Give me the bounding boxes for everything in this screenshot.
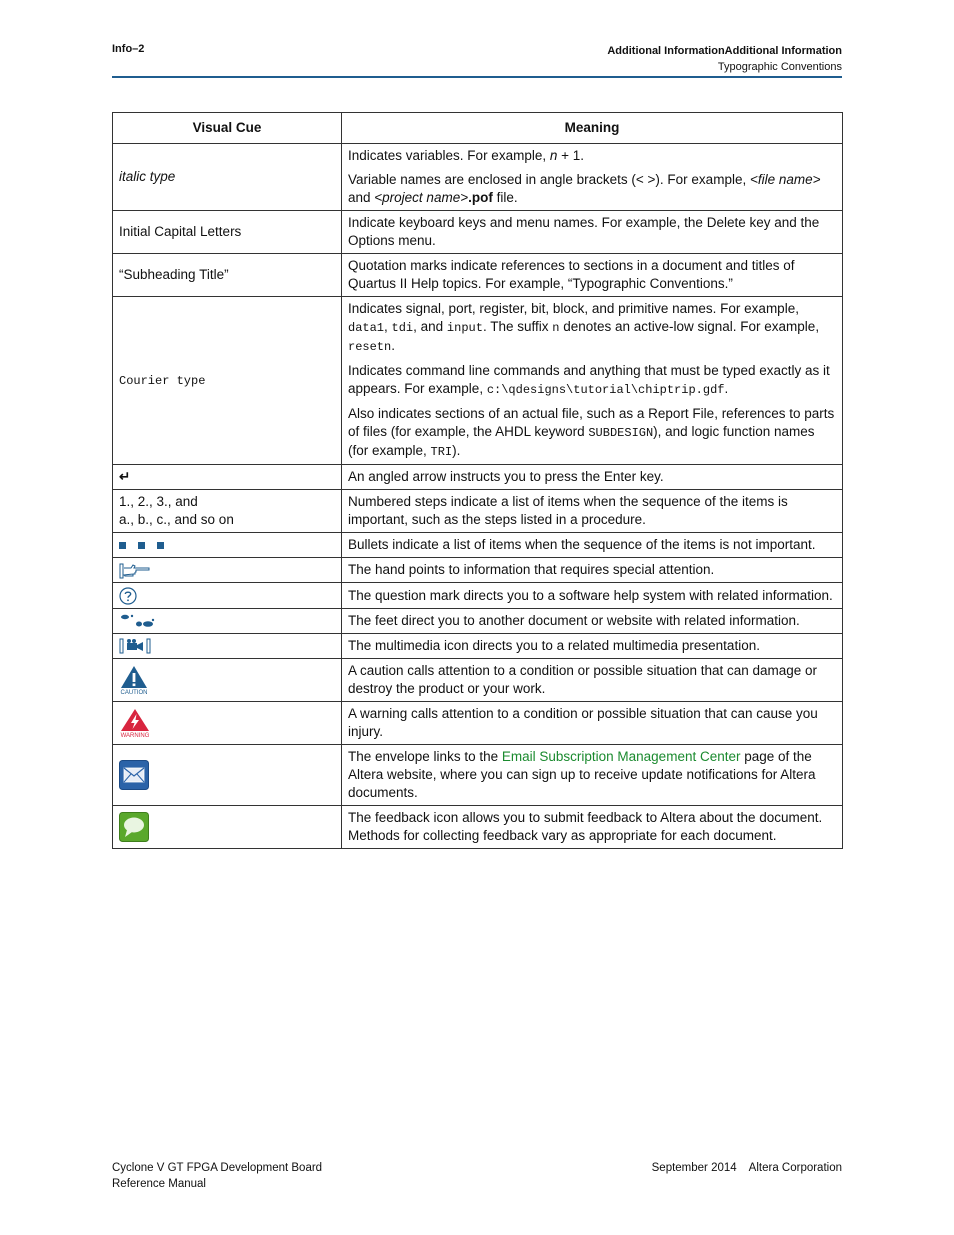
text: page of the Altera website, where you can sign up to receive update notifications for Altera documents. (348, 748, 816, 800)
code-text: input (446, 321, 483, 335)
text: ), and logic function names (for example, (348, 424, 815, 458)
table-row (113, 465, 843, 490)
hand-pointer-icon (119, 563, 151, 579)
meaning-cell: The feedback icon allows you to submit feedback to Altera about the document. Methods for collecting feedback vary as appropriate for each document. (342, 805, 843, 848)
meaning-cell: Indicate keyboard keys and menu names. For example, the Delete key and the Options menu. (342, 211, 843, 254)
multimedia-icon (119, 638, 151, 654)
text: file. (492, 190, 518, 205)
feet-icon (119, 613, 155, 629)
bold-text: .pof (468, 190, 493, 205)
cue-line: a., b., c., and so on (119, 512, 234, 527)
meaning-cell: A caution calls attention to a condition or possible situation that can damage or destroy the product or your work. (342, 658, 843, 701)
footer-date: September 2014 (651, 1162, 737, 1174)
meaning-cell: The multimedia icon directs you to a related multimedia presentation. (342, 633, 843, 658)
text: + 1. (557, 148, 585, 163)
table-row (113, 583, 843, 608)
email-subscription-link[interactable]: Email Subscription Management Center (501, 748, 741, 764)
cue-cell: italic type (113, 144, 342, 211)
text: Also indicates sections of an actual file, such as a Report File, references to parts of files (for example, the AHDL keyword (348, 406, 835, 439)
code-text: tdi (391, 321, 414, 335)
cue-cell (113, 490, 342, 533)
footer-document-title (112, 1160, 322, 1192)
meaning-cell (342, 744, 843, 805)
cue-cell (113, 658, 342, 701)
running-header (607, 43, 842, 75)
feedback-icon[interactable] (119, 812, 149, 842)
text: Indicates command line commands and anything that must be typed exactly as it appears. For example, (348, 363, 830, 396)
text: , and (413, 319, 447, 334)
table-row (113, 701, 843, 744)
code-text: c:\qdesigns\tutorial\chiptrip.gdf (486, 383, 725, 397)
table-row (113, 658, 843, 701)
text: ). (452, 443, 461, 458)
col-header-meaning: Meaning (342, 113, 843, 144)
text: The envelope links to the (348, 748, 502, 764)
cue-cell (113, 805, 342, 848)
table-row (113, 744, 843, 805)
enter-arrow-icon: ↵ (119, 469, 131, 484)
table-row (113, 558, 843, 583)
meaning-cell: Quotation marks indicate references to sections in a document and titles of Quartus II Help topics. For example, “Typographic Conventions.” (342, 254, 843, 297)
table-row (113, 144, 843, 211)
code-text: data1 (348, 321, 385, 335)
variable-text: <file name> (749, 172, 821, 187)
meaning-cell: Bullets indicate a list of items when the sequence of the items is not important. (342, 533, 843, 558)
meaning-paragraph (348, 147, 836, 165)
table-row (113, 805, 843, 848)
meaning-cell (342, 297, 843, 465)
variable-text: <project name> (374, 190, 469, 205)
meaning-cell: A warning calls attention to a condition or possible situation that can cause you injury. (342, 701, 843, 744)
warning-icon (119, 708, 151, 738)
text: . The suffix (482, 319, 553, 334)
meaning-cell: An angled arrow instructs you to press the Enter key. (342, 465, 843, 490)
meaning-cell: The question mark directs you to a software help system with related information. (342, 583, 843, 608)
meaning-paragraph (348, 362, 836, 399)
table-header-row (113, 113, 843, 144)
cue-cell (113, 583, 342, 608)
meaning-paragraph (348, 300, 836, 356)
cue-cell (113, 533, 342, 558)
caution-icon (119, 665, 149, 695)
cue-cell (113, 608, 342, 633)
col-header-visual-cue: Visual Cue (113, 113, 342, 144)
page-number: Info–2 (112, 43, 145, 55)
cue-cell (113, 744, 342, 805)
subsection-title: Typographic Conventions (717, 61, 842, 73)
footer-company: Altera Corporation (748, 1162, 842, 1174)
cue-cell (113, 701, 342, 744)
text: . (724, 381, 729, 396)
caution-icon-label: CAUTION (120, 689, 148, 695)
table-row (113, 297, 843, 465)
warning-icon-label: WARNING (120, 732, 150, 738)
cue-cell (113, 558, 342, 583)
table-row (113, 490, 843, 533)
envelope-icon[interactable] (119, 760, 149, 790)
text: , (384, 319, 392, 334)
table-row (113, 633, 843, 658)
cue-cell (113, 465, 342, 490)
table-row (113, 533, 843, 558)
variable-text: n (549, 148, 558, 163)
table-row (113, 608, 843, 633)
text: Indicates variables. For example, (348, 148, 550, 163)
meaning-cell: The feet direct you to another document or website with related information. (342, 608, 843, 633)
section-title: Additional InformationAdditional Information (607, 45, 842, 57)
cue-line: 1., 2., 3., and (119, 494, 198, 509)
meaning-cell (342, 144, 843, 211)
footer-title-line: Cyclone V GT FPGA Development Board (112, 1162, 323, 1174)
table-row (113, 211, 843, 254)
question-mark-icon (119, 587, 137, 605)
bullets-icon (119, 536, 176, 554)
meaning-cell: Numbered steps indicate a list of items when the sequence of the items is important, such as the steps listed in a procedure. (342, 490, 843, 533)
footer-title-line: Reference Manual (112, 1178, 206, 1190)
cue-cell: Initial Capital Letters (113, 211, 342, 254)
code-text: resetn (348, 340, 392, 354)
code-text: SUBDESIGN (588, 426, 654, 440)
text: . (391, 338, 395, 353)
footer-date-company (652, 1160, 842, 1176)
cue-cell: “Subheading Title” (113, 254, 342, 297)
meaning-cell: The hand points to information that requires special attention. (342, 558, 843, 583)
header-rule (112, 76, 842, 78)
code-text: TRI (430, 445, 453, 459)
text: Indicates signal, port, register, bit, block, and primitive names. For example, (348, 301, 799, 316)
cue-cell: Courier type (113, 297, 342, 465)
meaning-paragraph (348, 171, 836, 207)
typographic-conventions-table (112, 112, 843, 849)
table-row (113, 254, 843, 297)
text: and (348, 190, 375, 205)
cue-cell (113, 633, 342, 658)
meaning-paragraph (348, 405, 836, 461)
text: denotes an active-low signal. For example, (559, 319, 820, 334)
code-text: n (552, 321, 560, 335)
text: Variable names are enclosed in angle brackets (< >). For example, (348, 172, 750, 187)
